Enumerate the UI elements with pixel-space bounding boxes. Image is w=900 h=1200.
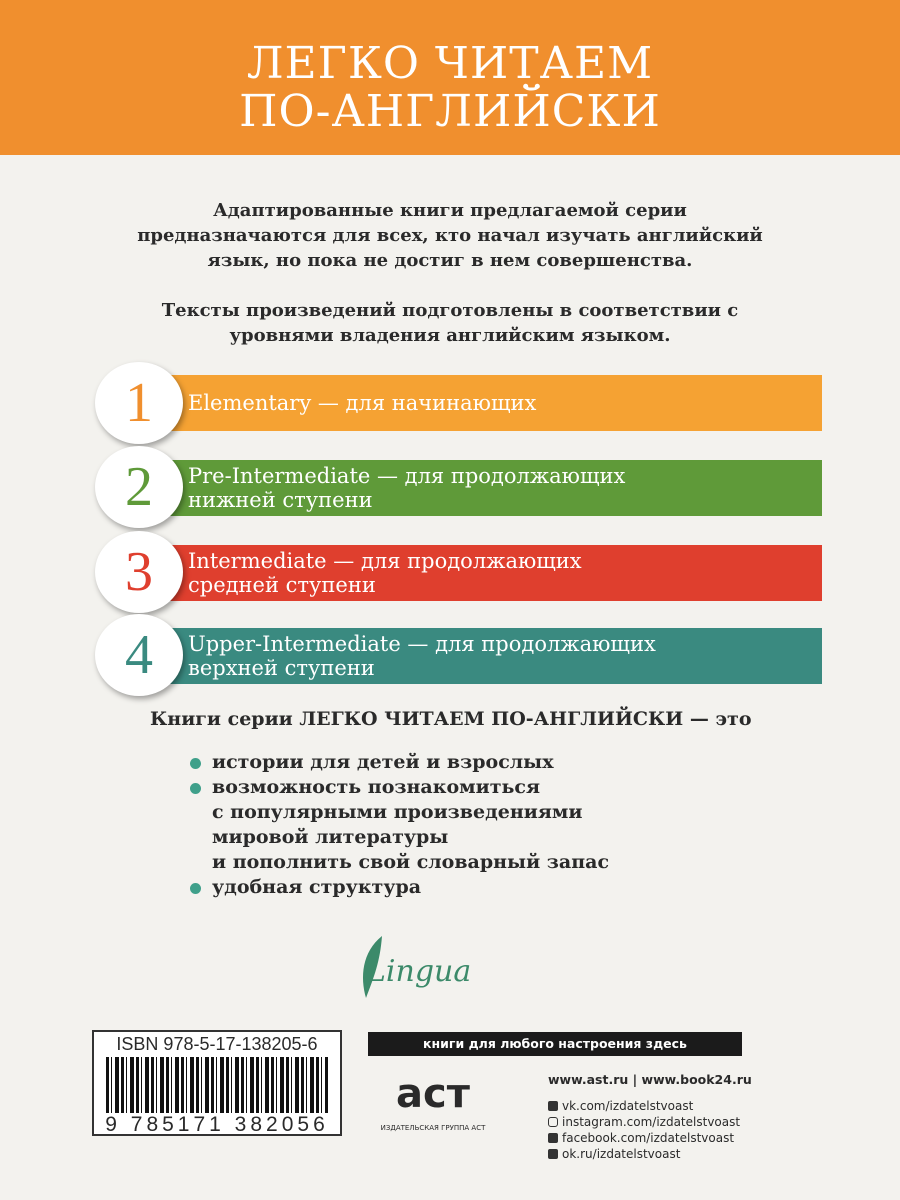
intro-paragraph-2: Тексты произведений подготовлены в соответствии с уровнями владения английским языком. xyxy=(161,300,739,346)
list-item xyxy=(190,750,609,775)
ast-logo-text: аст xyxy=(396,1071,470,1117)
feature-text: возможность познакомиться xyxy=(212,776,540,798)
level-bar-1 xyxy=(160,375,822,431)
features-lead: Книги серии ЛЕГКО ЧИТАЕМ ПО-АНГЛИЙСКИ — это xyxy=(150,708,752,730)
lingua-logo xyxy=(352,932,502,1002)
barcode-bars xyxy=(106,1057,328,1113)
bullet-icon xyxy=(190,758,201,769)
facebook-link[interactable]: facebook.com/izdatelstvoast xyxy=(562,1131,735,1145)
features-list xyxy=(190,750,609,900)
level-label: Intermediate — для продолжающих xyxy=(188,549,582,573)
bullet-icon xyxy=(190,883,201,894)
feature-text: и пополнить свой словарный запас xyxy=(212,851,610,873)
list-item xyxy=(190,850,609,875)
instagram-icon xyxy=(548,1117,558,1127)
lingua-text: Lingua xyxy=(366,954,472,989)
level-label: Pre-Intermediate — для продолжающих xyxy=(188,464,626,488)
level-bar-2 xyxy=(160,460,822,516)
level-label: Elementary — для начинающих xyxy=(188,391,537,415)
series-title-line2: ПО-АНГЛИЙСКИ xyxy=(239,86,661,137)
facebook-icon xyxy=(548,1133,558,1143)
level-label: Upper-Intermediate — для продолжающих xyxy=(188,632,656,656)
level-number-4: 4 xyxy=(95,614,183,696)
instagram-link[interactable]: instagram.com/izdatelstvoast xyxy=(562,1115,741,1129)
level-sublabel: средней ступени xyxy=(188,573,376,597)
series-header xyxy=(0,0,900,155)
publisher-banner: книги для любого настроения здесь xyxy=(368,1032,742,1056)
level-sublabel: верхней ступени xyxy=(188,656,375,680)
list-item xyxy=(190,875,609,900)
list-item xyxy=(190,800,609,825)
intro-paragraph-1: Адаптированные книги предлагаемой серии предназначаются для всех, кто начал изучать английский язык, но пока не достиг в нем совершенства. xyxy=(137,200,763,271)
ast-logo xyxy=(378,1064,488,1132)
feature-text: удобная структура xyxy=(212,876,422,898)
ok-icon xyxy=(548,1149,558,1159)
level-bar-3 xyxy=(160,545,822,601)
isbn-number: ISBN 978-5-17-138205-6 xyxy=(116,1034,318,1054)
series-title-line1: ЛЕГКО ЧИТАЕМ xyxy=(246,38,654,89)
level-number-3: 3 xyxy=(95,531,183,613)
level-sublabel: нижней ступени xyxy=(188,488,373,512)
feature-text: с популярными произведениями xyxy=(212,801,583,823)
feature-text: истории для детей и взрослых xyxy=(212,751,554,773)
isbn-barcode xyxy=(92,1030,342,1136)
list-item xyxy=(190,775,609,800)
feature-text: мировой литературы xyxy=(212,826,449,848)
publisher-subtitle: ИЗДАТЕЛЬСКАЯ ГРУППА АСТ xyxy=(380,1124,486,1132)
vk-link[interactable]: vk.com/izdatelstvoast xyxy=(562,1099,694,1113)
level-number-2: 2 xyxy=(95,446,183,528)
ean-number: 9 785171 382056 xyxy=(105,1113,329,1136)
bullet-icon xyxy=(190,783,201,794)
website-links[interactable]: www.ast.ru | www.book24.ru xyxy=(548,1072,752,1087)
list-item xyxy=(190,825,609,850)
level-number-1: 1 xyxy=(95,362,183,444)
level-bar-4 xyxy=(160,628,822,684)
publisher-links xyxy=(548,1072,752,1162)
vk-icon xyxy=(548,1101,558,1111)
ok-link[interactable]: ok.ru/izdatelstvoast xyxy=(562,1147,681,1161)
